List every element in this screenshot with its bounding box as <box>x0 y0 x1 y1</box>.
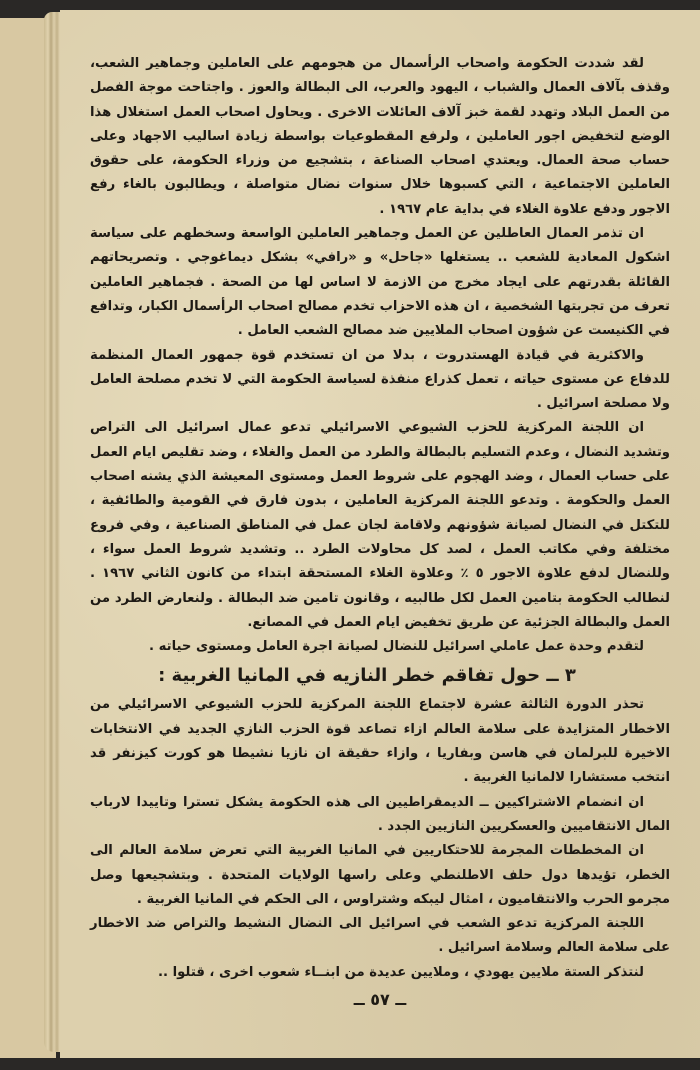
paragraph: لنتذكر الستة ملايين يهودي ، وملايين عديدة من ابنــاء شعوب اخرى ، قتلوا .. <box>158 964 644 980</box>
section-heading: ٣ ــ حول تفاقم خطر النازيه في المانيا الغربية : <box>158 665 576 687</box>
paragraph: لتقدم وحدة عمل عاملي اسرائيل للنضال لصيانة اجرة العامل ومستوى حياته . <box>149 639 644 655</box>
paragraph: تحذر الدورة الثالثة عشرة لاجتماع اللجنة المركزية للحزب الشيوعي الاسرائيلي من الاخطار المتزايدة على سلامة العالم ازاء تصاعد قوة الحزب النازي الجديد في الانتخابات الاخيرة للبرلمان في هاسن وبفاريا ، وازاء حقيقة ان نازيا نشيطا هو كورت كيزنفر قد انتخب مستشارا لالمانيا الغربية . <box>90 697 670 786</box>
paragraph: ان انضمام الاشتراكيين ــ الديمقراطيين الى هذه الحكومة يشكل تسترا وتاييدا لارباب المال الانتقاميين والعسكريين النازيين الجدد . <box>90 794 670 834</box>
paragraph: لقد شددت الحكومة واصحاب الرأسمال من هجومهم على العاملين وجماهير الشعب، وقذف بآلاف العمال والشباب ، اليهود والعرب، الى البطالة والعوز . واجتاحت موجة الفصل من العمل البلاد وتهدد لقمة خبز آلاف العائلات الاخرى . ويحاول اصحاب العمل استغلال هذا الوضع لتخفيض اجور العاملين ، ولرفع المقطوعيات بواسطة زيادة اساليب الاجهاد وعلى حساب صحة العمال. ويعتدي اصحاب الصناعة ، بتشجيع من وزراء الحكومة، على حقوق العاملين الاجتماعية ، التي كسبوها خلال سنوات نضال متواصلة ، ويطالبون بالغاء رفع الاجور ودفع علاوة الغلاء في بداية عام ١٩٦٧ . <box>90 56 670 217</box>
paragraph: والاكثرية في قيادة الهستدروت ، بدلا من ان تستخدم قوة جمهور العمال المنظمة للدفاع عن مستوى حياته ، تعمل كذراع منفذة لسياسة الحكومة التي لا تخدم مصلحة العامل ولا مصلحة اسرائيل . <box>90 347 670 412</box>
paragraph: ان اللجنة المركزية للحزب الشيوعي الاسرائيلي تدعو عمال اسرائيل الى التراص وتشديد النضال ، وعدم التسليم بالبطالة والطرد من العمل والغلاء ، وضد تقليص ايام العمل على حساب العمال ، وضد الهجوم على شروط العمل ومستوى المعيشة الذي يشنه اصحاب العمل والحكومة . وتدعو اللجنة المركزية العاملين ، بدون فارق في القومية والطائفية ، للتكتل في النضال لصيانة شؤونهم ولاقامة لجان عمل في المناطق الصناعية ، وفي فروع مختلفة وفي مكاتب العمل ، لصد كل محاولات الطرد .. وتشديد شروط العمل سواء ، وللنضال لدفع علاوة الاجور ٥ ٪ وعلاوة الغلاء المستحقة ابتداء من كانون الثاني ١٩٦٧ . لنطالب الحكومة بتامين العمل لكل طالبيه ، وقانون تامين ضد البطالة . ولنعارض الطرد من العمل والبطالة الجزئية عن طريق تخفيض ايام العمل في المصانع. <box>90 420 670 630</box>
paragraph: ان تذمر العمال العاطلين عن العمل وجماهير العاملين الواسعة وسخطهم على سياسة اشكول المعادية للشعب .. يستغلها «جاحل» و «رافي» بشكل ديماغوجي . وتصريحاتهم القائلة بقدرتهم على ايجاد مخرج من الازمة لا اساس لها من الصحة . فجماهير العاملين تعرف من تجربتها الشخصية ، ان هذه الاحزاب تخدم مصالح اصحاب الرأسمال الكبار، وتدافع في الكنيست عن شؤون اصحاب الملايين ضد مصالح الشعب العامل . <box>90 226 670 339</box>
page-number: ــ ٥٧ ــ <box>353 989 407 1009</box>
paragraph: ان المخططات المجرمة للاحتكاريين في المانيا الغربية التي تعرض سلامة العالم الى الخطر، تؤيدها دول حلف الاطلنطي وعلى راسها الولايات المتحدة . وبتشجيعها وصل مجرمو الحرب والانتقاميون ، امثال ليبكه وشتراوس ، الى الحكم في المانيا الغربية . <box>90 843 670 907</box>
paragraph: اللجنة المركزية تدعو الشعب في اسرائيل الى النضال النشيط والتراص ضد الاخطار على سلامة العالم وسلامة اسرائيل . <box>90 916 670 956</box>
page-text-block <box>90 52 670 1013</box>
